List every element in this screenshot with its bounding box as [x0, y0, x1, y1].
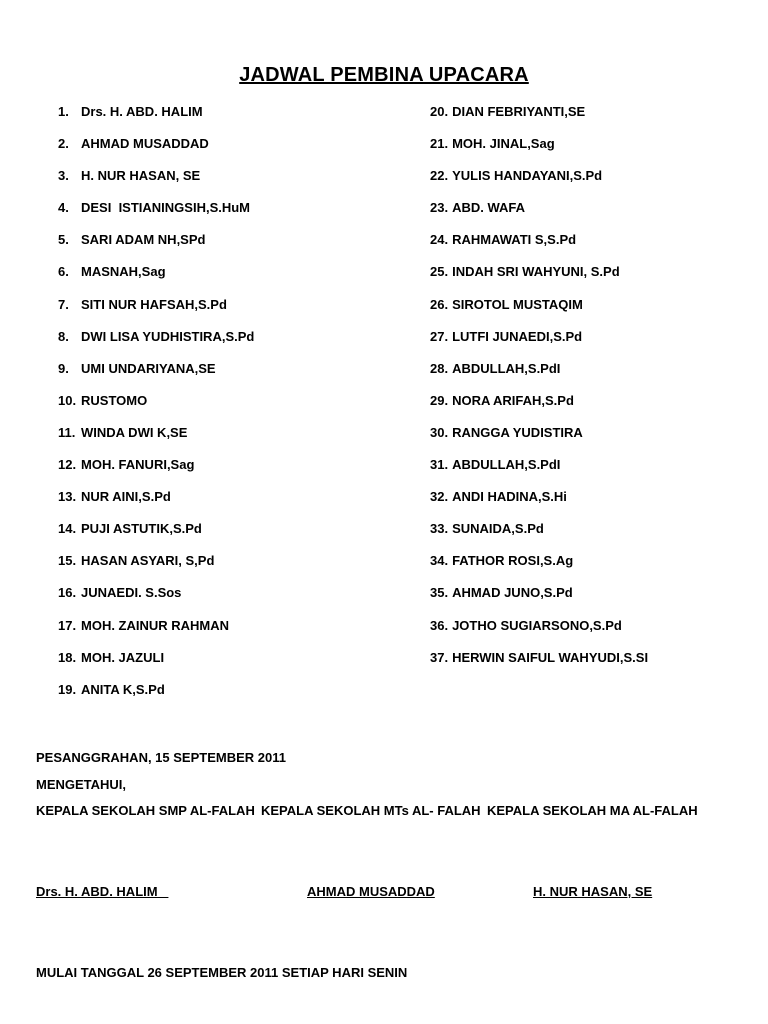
list-item-name: SIROTOL MUSTAQIM — [452, 296, 583, 312]
list-item — [58, 166, 254, 198]
list-item-name: MOH. ZAINUR RAHMAN — [81, 617, 230, 633]
list-item-name: ANITA K,S.Pd — [81, 681, 165, 697]
list-item-name: JOTHO SUGIARSONO,S.Pd — [452, 617, 622, 633]
list-item-name: ABD. WAFA — [452, 200, 526, 216]
list-item-name: RUSTOMO — [81, 392, 148, 408]
list-item-name: NORA ARIFAH,S.Pd — [452, 392, 574, 408]
list-item-number: 12. — [58, 457, 77, 473]
acknowledged-label: MENGETAHUI, — [36, 777, 127, 792]
list-item-number: 29. — [430, 392, 449, 408]
list-item — [58, 648, 254, 680]
list-item-name: Drs. H. ABD. HALIM — [81, 104, 203, 119]
principal-title-smp: KEPALA SEKOLAH SMP AL-FALAH — [36, 803, 255, 818]
list-item — [430, 102, 648, 134]
list-item — [58, 519, 254, 551]
list-item-number: 24. — [430, 232, 449, 248]
list-item-number: 36. — [430, 617, 449, 633]
list-item — [430, 391, 648, 423]
list-item-number: 6. — [58, 264, 69, 280]
list-item — [430, 455, 648, 487]
list-item — [430, 198, 648, 230]
signatory-smp: Drs. H. ABD. HALIM — [36, 884, 169, 899]
list-item — [58, 487, 254, 519]
list-item — [58, 455, 254, 487]
list-item-name: DESI ISTIANINGSIH,S.HuM — [81, 200, 251, 216]
list-item — [430, 166, 648, 198]
list-item-name: FATHOR ROSI,S.Ag — [452, 553, 574, 569]
list-item-number: 20. — [430, 104, 449, 119]
list-item — [58, 102, 254, 134]
list-item-number: 30. — [430, 424, 449, 440]
list-item-name: LUTFI JUNAEDI,S.Pd — [452, 328, 583, 344]
list-item — [58, 198, 254, 230]
list-item-number: 14. — [58, 521, 77, 537]
list-item-number: 28. — [430, 360, 449, 376]
list-item — [58, 327, 254, 359]
place-date: PESANGGRAHAN, 15 SEPTEMBER 2011 — [36, 750, 286, 765]
list-item — [430, 616, 648, 648]
list-item-number: 9. — [58, 360, 69, 376]
list-item-name: JUNAEDI. S.Sos — [81, 585, 182, 601]
list-item-name: NUR AINI,S.Pd — [81, 489, 171, 505]
list-item — [58, 391, 254, 423]
list-item-name: MOH. JAZULI — [81, 649, 165, 665]
list-item — [430, 519, 648, 551]
list-item — [430, 295, 648, 327]
list-item — [430, 423, 648, 455]
list-item-number: 21. — [430, 136, 449, 152]
list-item-number: 7. — [58, 296, 69, 312]
list-item-number: 27. — [430, 328, 449, 344]
list-item-number: 13. — [58, 489, 77, 505]
list-item-number: 31. — [430, 457, 449, 473]
list-item — [58, 423, 254, 455]
list-item-number: 23. — [430, 200, 449, 216]
list-item — [58, 295, 254, 327]
list-item-name: MOH. JINAL,Sag — [452, 136, 555, 152]
list-item-number: 1. — [58, 104, 69, 119]
signatory-ma: H. NUR HASAN, SE — [533, 884, 653, 899]
list-item-number: 5. — [58, 232, 69, 248]
list-item — [58, 583, 254, 615]
list-item-number: 19. — [58, 681, 77, 697]
list-item-name: ANDI HADINA,S.Hi — [452, 489, 567, 505]
list-item-name: HASAN ASYARI, S,Pd — [81, 553, 215, 569]
list-item-number: 37. — [430, 649, 449, 665]
list-item-name: H. NUR HASAN, SE — [81, 168, 201, 184]
list-item-number: 4. — [58, 200, 69, 216]
list-item-number: 2. — [58, 136, 69, 152]
list-item — [430, 487, 648, 519]
list-item-name: AHMAD MUSADDAD — [81, 136, 209, 152]
list-item-number: 33. — [430, 521, 449, 537]
list-item-name: HERWIN SAIFUL WAHYUDI,S.SI — [452, 649, 649, 665]
list-item-name: UMI UNDARIYANA,SE — [81, 360, 216, 376]
left-name-list — [58, 102, 254, 712]
principal-title-mts: KEPALA SEKOLAH MTs AL- FALAH — [261, 803, 481, 818]
list-item — [58, 230, 254, 262]
list-item-name: INDAH SRI WAHYUNI, S.Pd — [452, 264, 620, 280]
list-item-name: YULIS HANDAYANI,S.Pd — [452, 168, 603, 184]
list-item — [430, 230, 648, 262]
list-item-name: WINDA DWI K,SE — [81, 424, 188, 440]
list-item-name: ABDULLAH,S.PdI — [452, 360, 561, 376]
list-item — [58, 680, 254, 712]
document-title: JADWAL PEMBINA UPACARA — [239, 64, 529, 86]
list-item — [430, 648, 648, 680]
list-item-number: 32. — [430, 489, 449, 505]
list-item-number: 15. — [58, 553, 77, 569]
list-item-name: MOH. FANURI,Sag — [81, 457, 195, 473]
list-item — [430, 583, 648, 615]
right-name-list — [430, 102, 648, 680]
list-item-number: 22. — [430, 168, 449, 184]
list-item-name: RANGGA YUDISTIRA — [452, 424, 583, 440]
list-item-number: 34. — [430, 553, 449, 569]
list-item — [58, 551, 254, 583]
list-item — [430, 327, 648, 359]
list-item — [58, 616, 254, 648]
list-item — [430, 262, 648, 294]
list-item-name: ABDULLAH,S.PdI — [452, 457, 561, 473]
list-item-number: 26. — [430, 296, 449, 312]
list-item — [430, 359, 648, 391]
list-item-name: DIAN FEBRIYANTI,SE — [452, 104, 586, 119]
principal-title-ma: KEPALA SEKOLAH MA AL-FALAH — [487, 803, 698, 818]
list-item — [58, 359, 254, 391]
list-item-name: SITI NUR HAFSAH,S.Pd — [81, 296, 227, 312]
list-item-number: 8. — [58, 328, 69, 344]
list-item-name: AHMAD JUNO,S.Pd — [452, 585, 573, 601]
list-item-name: DWI LISA YUDHISTIRA,S.Pd — [81, 328, 255, 344]
list-item-name: SARI ADAM NH,SPd — [81, 232, 206, 248]
list-item-number: 25. — [430, 264, 449, 280]
signatory-mts: AHMAD MUSADDAD — [307, 884, 435, 899]
list-item-number: 18. — [58, 649, 77, 665]
list-item — [58, 134, 254, 166]
list-item-name: PUJI ASTUTIK,S.Pd — [81, 521, 202, 537]
list-item-number: 10. — [58, 392, 77, 408]
list-item-number: 17. — [58, 617, 77, 633]
list-item-number: 16. — [58, 585, 77, 601]
start-note: MULAI TANGGAL 26 SEPTEMBER 2011 SETIAP HARI SENIN — [36, 965, 408, 980]
list-item-number: 11. — [58, 424, 76, 440]
list-item-name: RAHMAWATI S,S.Pd — [452, 232, 577, 248]
list-item-number: 3. — [58, 168, 69, 184]
list-item — [430, 134, 648, 166]
list-item-number: 35. — [430, 585, 449, 601]
list-item-name: MASNAH,Sag — [81, 264, 166, 280]
list-item — [58, 262, 254, 294]
list-item-name: SUNAIDA,S.Pd — [452, 521, 544, 537]
list-item — [430, 551, 648, 583]
